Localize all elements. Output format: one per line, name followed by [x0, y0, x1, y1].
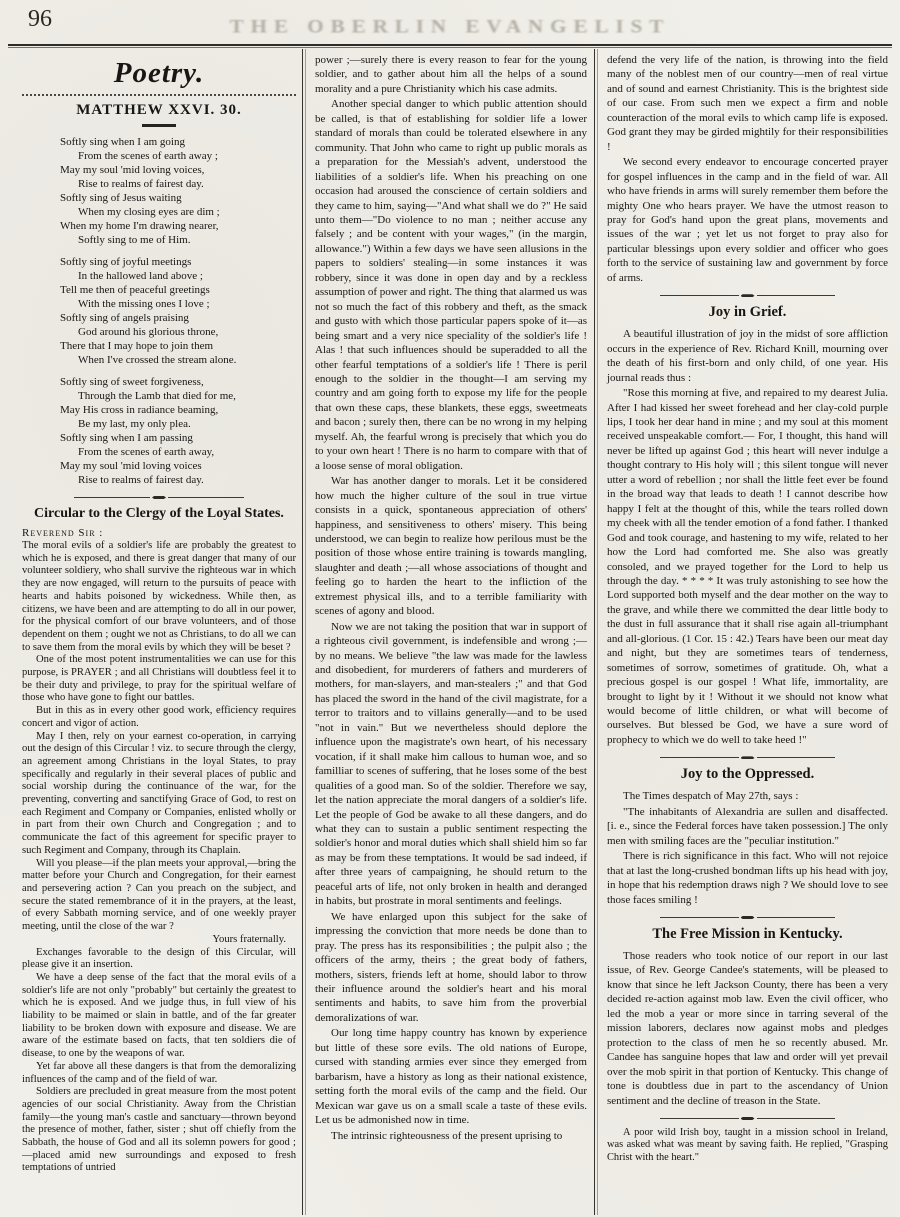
- poem-line: There that I may hope to join them: [60, 340, 214, 352]
- divider-diamond-icon: [741, 756, 755, 759]
- poem-line: Softly sing of joyful meetings: [60, 256, 192, 268]
- divider-diamond-icon: [152, 496, 166, 499]
- article-heading: The Free Mission in Kentucky.: [652, 926, 843, 943]
- paragraph: The Times despatch of May 27th, says :: [623, 790, 799, 803]
- paragraph: The intrinsic righteousness of the present uprising to: [331, 1129, 563, 1142]
- section-divider: [74, 496, 244, 499]
- paragraph: defend the very life of the nation, is throwing into the field many of the noblest men of our country—men of real virtue and of sound and earnest Christianity. This is the brightest side of our case. From such men we expect a firm and noble counteraction of the moral evils to which camp life is exposed. God grant they may be girded mightily for their responsibilities !: [607, 54, 888, 153]
- poem-stanza: [60, 255, 296, 367]
- column-3: [598, 49, 892, 1215]
- paragraph: Another special danger to which public attention should be called, is that of establishing for soldier life a lower standard of morals than could be tolerated elsewhere in any community. That John who came to right up public morals as a preparation for the Messiah's advent, understood the liabilities of a soldier's life. When his preaching on one occasion had aroused the conscience of certain soldiers and they came to him, saying—"And what shall we do ?" He said unto them—"Do violence to no man ; neither accuse any falsely ; and be content with your wages," (in the margin, allowance.") Within a few days we have seen allusions in the papers to soldiers' stealing—in some instances it was robbery, since it was done in open day and by a reckless assumption of power and right. The thing that alarmed us was not so much the fact of this robbery and theft, as the smack and gusto with which those particular papers spoke of it—as being smart and a very nice speciality of the soldier's life ! Alas ! that such influences should be superadded to all the other fearful temptations of a soldier's life ! There is peril enough to the soldier in the thought—I am serving my country and am going forth to expose my life for the people that own these caps, these blankets, these eggs, sweetmeats and bacon ; surely then, there can be no wrong in my helping myself. Ah, the fearful wrong is precisely that which you do to your own heart ! There is no harm to compare with that of a loose sense of moral obligation.: [315, 98, 587, 472]
- divider-diamond-icon: [741, 1117, 755, 1120]
- circular-heading: Circular to the Clergy of the Loyal States.: [34, 506, 284, 521]
- poem-line: From the scenes of earth away ;: [78, 150, 218, 162]
- poem-line: Softly sing when I am passing: [60, 432, 193, 444]
- paragraph: We have a deep sense of the fact that the moral evils of a soldier's life are not only "probably" but certainly the greatest to which he is exposed. And we judge thus, in full view of his liability to be maimed or slain in battle, and of the far greater liability to be broken down with exposure and disease. We are aware of the estimate based on facts, that ten soldiers die of disease, to one by the weapons of war.: [22, 971, 296, 1060]
- paragraph: Now we are not taking the position that war in support of a righteous civil government, is indefensible and wrong ;—by no means. We believe "the law was made for the lawless and disobedient, for murderers of fathers and murderers of mothers, for man-slayers, and man-stealers ;" and that God has placed the sword in the hand of the civil magistrate, for a terror to traitors and to villains generally—and to be used "not in vain." But we nevertheless should deplore the influence upon the magistrate's own heart, of his necessary vocation, if it shall make him callous to human woe, and so familliar to scenes of suffering, that he loses some of the best qualities of a good man. So of the soldier. Therefore we say, let the nation appreciate the moral dangers of a soldier's life. Let the people of God be awake to all these dangers, and do what they can to sustain a public sentiment respecting the soldier's honor and moral duties which shall shield him so far as may be from these temptations. It would be sad indeed, if after three years of campaigning, he should return to the peaceful arts of life, not only broken in health and deranged in habits, but prostrate in moral sentiments and feelings.: [315, 620, 587, 908]
- closing-item: [607, 1127, 888, 1164]
- divider-diamond-icon: [741, 294, 755, 297]
- poem-line: Rise to realms of fairest day.: [78, 474, 204, 486]
- paragraph: "The inhabitants of Alexandria are sullen and disaffected. [i. e., since the Federal forces have taken possession.] The only men with smiling faces are the "peculiar institution.": [607, 805, 888, 847]
- circular-body: [22, 527, 296, 1175]
- paragraph: Our long time happy country has known by experience but little of these sore evils. The old nations of Europe, cursed with standing armies ever since they emerged from barbarism, have a history as long as their national existence, setting forth the moral evils of the camp and the field. Our Mexican war gave us on a small scale a taste of these evils. Let us be admonished now in time.: [315, 1027, 587, 1127]
- poem-title: MATTHEW XXVI. 30.: [76, 102, 242, 118]
- signoff: Yours fraternally.: [212, 933, 286, 945]
- poem-line: When I've crossed the stream alone.: [78, 354, 237, 366]
- section-divider: [660, 756, 834, 759]
- poem-line: Tell me then of peaceful greetings: [60, 284, 210, 296]
- article-heading: Joy in Grief.: [708, 304, 787, 321]
- paragraph: War has another danger to morals. Let it be considered how much the higher culture of the soul in true virtue consists in a quick, spontaneous appreciation of others' happiness, and sensitiveness to others' misery. This being understood, we can begin to realize how perilous must be the position of those whose entire training is towards mangling, slaughter and death ;—all whose associations of thought and feeling go to harden the heart to the infliction of the extremest physical ills, and to a terrible familiarity with scenes of agony and blood.: [315, 475, 587, 618]
- poem-line: May His cross in radiance beaming,: [60, 404, 219, 416]
- paragraph: Yet far above all these dangers is that from the demoralizing influences of the camp and of the field of war.: [22, 1060, 296, 1085]
- poem-stanza: [60, 135, 296, 247]
- column-1: [8, 49, 302, 1215]
- salutation: Reverend Sir :: [22, 527, 104, 539]
- poem-line: God around his glorious throne,: [78, 326, 219, 338]
- poem-line: Be my last, my only plea.: [78, 418, 191, 430]
- paragraph: The moral evils of a soldier's life are probably the greatest to which he is exposed, and there is great danger that many of our volunteer soldiery, who shall survive the righteous war in which they are now engaged, will return to the pursuits of peace with hearts and habits poisoned by wickedness. While then, as citizens, we have been and are attempting to do all in our power, for the physical comfort of our brave volunteers, and of those dependent on them ; ought we not as Christians, to do all we can to save them from the moral evils by which they will be beset ?: [22, 540, 296, 653]
- paragraph: Soldiers are precluded in great measure from the most potent agencies of our social Christianity. Away from the Christian family—the young man's castle and sanctuary—thrown beyond the presence of mother, father, sister ; shut off chiefly from the Sabbath, the house of God and all its solemn powers for good ;—placed amid new surroundings and exposed to fresh temptations of untried: [22, 1086, 296, 1174]
- wavy-rule: [22, 93, 296, 96]
- section-divider: [660, 916, 834, 919]
- paragraph: A poor wild Irish boy, taught in a mission school in Ireland, was asked what was meant by saving faith. He replied, "Grasping Christ with the heart.": [607, 1127, 888, 1163]
- paragraph: A beautiful illustration of joy in the midst of sore affliction occurs in the experience of Rev. Richard Knill, mourning over the death of his first-born and only child, of one year. His journal reads thus :: [607, 328, 888, 384]
- poem-line: May my soul 'mid loving voices,: [60, 164, 205, 176]
- article-heading: Joy to the Oppressed.: [680, 766, 815, 783]
- paragraph: We second every endeavor to encourage concerted prayer for gospel influences in the camp and in the field of war. All who have friends in arms will surely remember them before the mighty One who hears prayer. We have the utmost reason to pray for God's hand upon the great plans, movements and issues of the war ; yet let us not forget to pray also for particular blessings upon every soldier and officer who goes forth to the service of sustaining law and government by force of arms.: [607, 156, 888, 284]
- paragraph: One of the most potent instrumentalities we can use for this purpose, is PRAYER ; and all Christians will doubtless feel it to be their duty and privilege, to pray for the spiritual welfare of those who have gone to fight our battles.: [22, 654, 296, 704]
- poem-line: May my soul 'mid loving voices: [60, 460, 202, 472]
- poem-line: Softly sing of sweet forgiveness,: [60, 376, 204, 388]
- poem-line: In the hallowed land above ;: [78, 270, 203, 282]
- poem-line: When my closing eyes are dim ;: [78, 206, 220, 218]
- poem-line: From the scenes of earth away,: [78, 446, 215, 458]
- paragraph: Those readers who took notice of our report in our last issue, of Rev. George Candee's statements, will be pleased to know that since he left Jackson County, there has been a very decided re-action against mob law. Even the civil officer, who led the mob a year or more since in tarring several of the mission laborers, declares now against mobs and pledges protection to the class of men he so recently abused. Mr. Candee has sanguine hopes that law and order will yet prevail over the mob spirit in that portion of Kentucky. This change of tone is doubtless due in part to the ascendancy of Union sentiment and the decline of treason in the State.: [607, 950, 888, 1107]
- poem-line: Softly sing when I am going: [60, 136, 185, 148]
- poem-stanza: [60, 375, 296, 487]
- poetry-section-title: Poetry.: [113, 57, 205, 89]
- paragraph: May I then, rely on your earnest co-operation, in carrying out the design of this Circular ! viz. to secure through the clergy, an agreement among Christians in the loyal States, to pray specifically and regularly in their several places of public and social worship during the continuance of the war, for the preventing, converting and sanctifying Grace of God, to rest on each Regiment and Company or Companies, enlisted wholly or in part from their own Church and Congregation ; and to communicate the fact of this agreement for specific prayer to such Regiment and Company, through its Chaplain.: [22, 730, 296, 856]
- section-divider: [660, 1117, 834, 1120]
- poem-line: With the missing ones I love ;: [78, 298, 210, 310]
- poem-line: Softly sing of Jesus waiting: [60, 192, 182, 204]
- paragraph: There is rich significance in this fact. Who will not rejoice that at last the long-crushed bondman lifts up his head with joy, in hope that his redemption draws nigh ? We should love to see those faces smiling !: [607, 850, 888, 906]
- short-dash-rule: [142, 124, 176, 127]
- column-layout: [8, 49, 892, 1215]
- paragraph: power ;—surely there is every reason to fear for the young soldier, and to gather about him all the helps of a sound morality and a pure Christianity which his case admits.: [315, 54, 587, 95]
- poem-line: Rise to realms of fairest day.: [78, 178, 204, 190]
- paragraph: But in this as in every other good work, efficiency requires concert and vigor of action.: [22, 705, 296, 729]
- section-divider: [660, 294, 834, 297]
- poem-line: Softly sing to me of Him.: [78, 234, 191, 246]
- page-number: 96: [28, 6, 52, 32]
- paragraph: "Rose this morning at five, and repaired to my dearest Julia. After I had kissed her sweet forehead and her clay-cold purple lips, I took her dear hand in mine ; and my soul at this moment received unspeakable comfort.— For, I thought, this hand will never be lifted up against God ; this heart will never indulge a thought contrary to His holy will ; this silent tongue will never utter a word of rebellion ; nor shall the little feet ever be found in the broad way that leads to death ! I cannot describe how happy I felt at the thought of this, while the tears rolled down my cheek with all the tender emotion of a fond father. I thanked God and took courage, and hastening to my wife, related to her how the Lord had comforted me. She also was greatly consoled, and we prayed together for the Lord to help us through the day. * * * * It was truly astonishing to see how the Lord supported both myself and the dear mother on the way to the grave, and while there we committed the dear little body to the dust in full assurance that it shall rise again all-triumphant and all-glorious. (1 Cor. 15 : 42.) Tears have been our meat day and night, but they are sometimes tears of tenderness, sometimes of sorrow, sometimes of gratitude. Oh, what a precious gospel is our gospel ! What life, immortality, are brought to light by it ! Without it we should not know what would become of little children, or what will become of ourselves. But blessed be God, we have a sure word of prophecy to which we do well to take heed !": [607, 387, 888, 746]
- column-2: [306, 49, 594, 1215]
- poem-line: When my home I'm drawing nearer,: [60, 220, 219, 232]
- paragraph: Will you please—if the plan meets your approval,—bring the matter before your Church and Congregation, for their earnest and persevering action ? Can you preach on the subject, and secure the stated remembrance of it in the prayers, at the least, of every Sabbath morning service, and of one weekly prayer meeting, until the close of the war ?: [22, 857, 296, 933]
- masthead-title: THE OBERLIN EVANGELIST: [229, 15, 671, 37]
- paragraph: Exchanges favorable to the design of this Circular, will please give it an insertion.: [22, 946, 296, 971]
- poem-line: Through the Lamb that died for me,: [78, 390, 236, 402]
- paragraph: We have enlarged upon this subject for the sake of impressing the conviction that more needs be done than to pray. The press has its responsibilities ; the pulpit also ; the officers of the army, theirs ; the great body of fathers, mothers, sisters, friends left at home, should labor to throw their influence around the soldier's heart and his moral sentiments and habits, to save him from the proverbial demoralizations of war.: [315, 910, 587, 1024]
- poem-line: Softly sing of angels praising: [60, 312, 189, 324]
- page-header: [8, 4, 892, 44]
- divider-diamond-icon: [741, 916, 755, 919]
